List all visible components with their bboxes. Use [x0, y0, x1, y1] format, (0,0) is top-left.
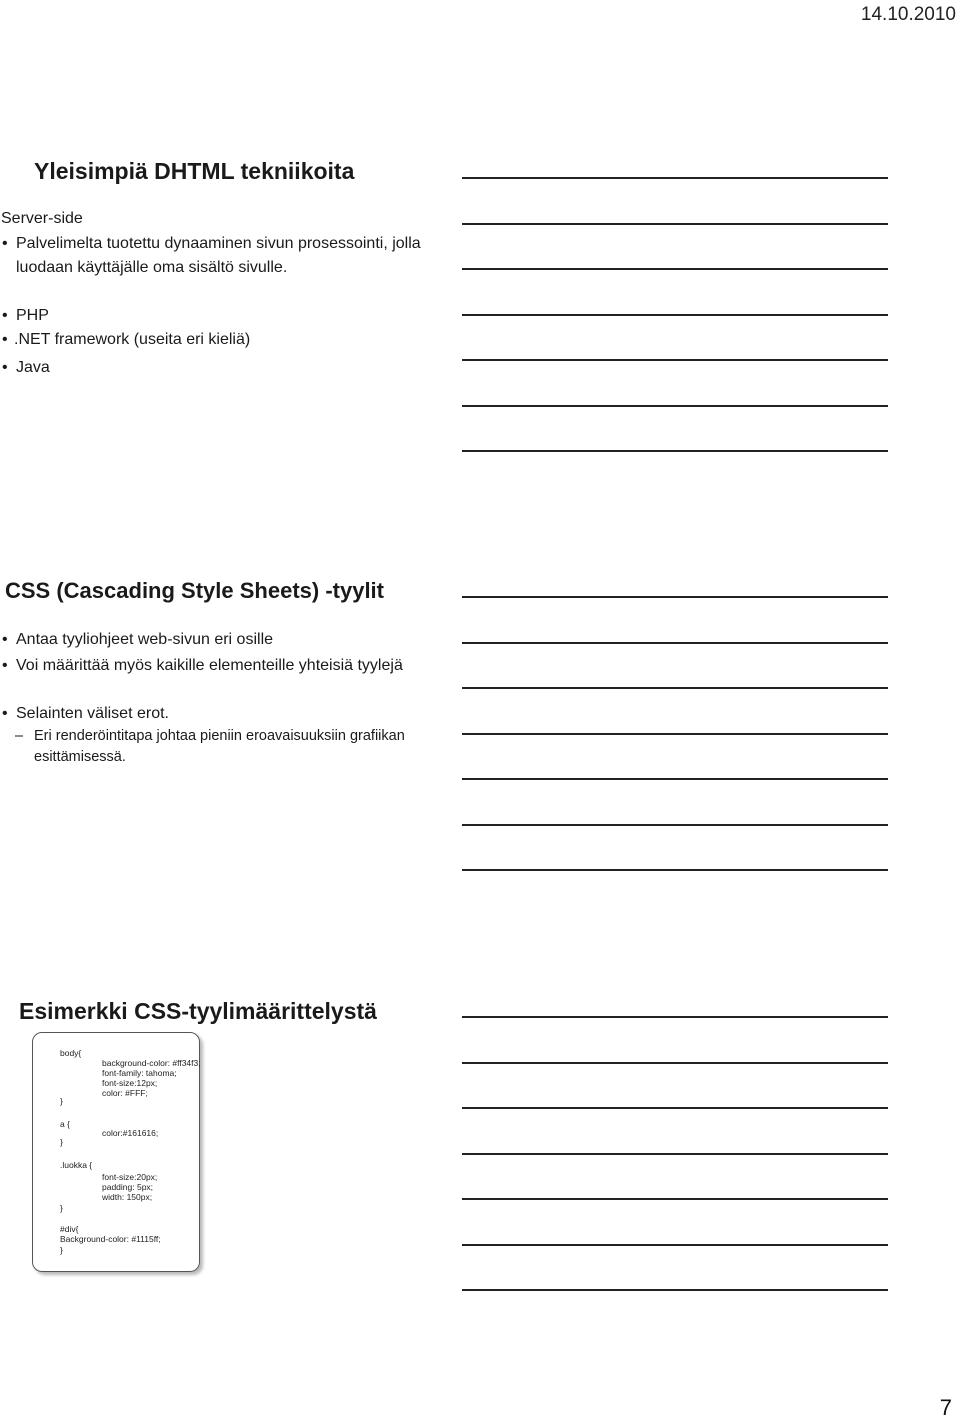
list-gap — [0, 280, 440, 304]
bullet-icon: • — [2, 235, 8, 252]
note-line — [462, 778, 888, 780]
bullet-icon: • — [2, 359, 8, 376]
note-lines — [462, 177, 888, 496]
list-item: • PHP — [0, 304, 440, 328]
list-gap — [0, 678, 440, 702]
list-item: • Java — [0, 356, 440, 380]
code-line: Background-color: #1115ff; — [60, 1234, 161, 1244]
list-item: • Antaa tyyliohjeet web-sivun eri osille — [0, 628, 440, 652]
bullet-icon: • — [2, 331, 8, 348]
list-item: • Voi määrittää myös kaikille elementeille yhteisiä tyylejä — [0, 654, 440, 678]
dash-icon: – — [15, 728, 24, 744]
note-line — [462, 359, 888, 361]
slide-body — [0, 628, 440, 768]
note-line — [462, 1198, 888, 1200]
slide-3 — [0, 990, 440, 1255]
code-line: padding: 5px; — [102, 1182, 154, 1192]
code-line: a { — [60, 1119, 70, 1129]
bullet-icon: • — [2, 657, 8, 674]
code-line: color:#161616; — [102, 1128, 159, 1138]
note-line — [462, 314, 888, 316]
list-item: • .NET framework (useita eri kieliä) — [0, 328, 440, 352]
code-line: #div{ — [60, 1224, 79, 1234]
slide-title: Yleisimpiä DHTML tekniikoita — [34, 158, 355, 184]
bullet-icon: • — [2, 705, 8, 722]
note-line — [462, 687, 888, 689]
header-date: 14.10.2010 — [860, 4, 956, 25]
slide-title: CSS (Cascading Style Sheets) -tyylit — [5, 578, 384, 603]
slide-1 — [0, 150, 440, 376]
bullet-icon: • — [2, 631, 8, 648]
note-line — [462, 223, 888, 225]
code-line: width: 150px; — [102, 1192, 153, 1202]
page-number: 7 — [939, 1395, 952, 1420]
note-line — [462, 1244, 888, 1246]
code-line: .luokka { — [60, 1160, 93, 1170]
note-line — [462, 268, 888, 270]
slide-2 — [0, 570, 440, 765]
css-code-box — [32, 1032, 200, 1272]
note-line — [462, 824, 888, 826]
bullet-icon: • — [2, 307, 8, 324]
code-line: background-color: #ff34f3; — [102, 1058, 201, 1068]
code-line: } — [60, 1203, 63, 1213]
note-line — [462, 642, 888, 644]
note-line — [462, 1289, 888, 1291]
note-line — [462, 1107, 888, 1109]
note-line — [462, 869, 888, 871]
note-line — [462, 1016, 888, 1018]
list-item: • Palvelimelta tuotettu dynaaminen sivun prosessointi, jolla luodaan käyttäjälle oma sisältö sivulle. — [0, 232, 440, 280]
slide-title: Esimerkki CSS-tyylimäärittelystä — [19, 998, 377, 1024]
code-line: color: #FFF; — [102, 1088, 148, 1098]
code-line: } — [60, 1137, 63, 1147]
note-line — [462, 405, 888, 407]
note-line — [462, 177, 888, 179]
note-line — [462, 596, 888, 598]
bullet-list — [0, 232, 440, 380]
code-line: } — [60, 1245, 63, 1255]
list-item: • Selainten väliset erot. — [0, 702, 440, 726]
code-line: font-size:20px; — [102, 1172, 158, 1182]
slide-body — [0, 210, 440, 380]
code-line: font-family: tahoma; — [102, 1068, 177, 1078]
sub-bullet: – Eri renderöintitapa johtaa pieniin eroavaisuuksiin grafiikan esittämisessä. — [15, 728, 405, 765]
code-line: } — [60, 1096, 63, 1106]
bullet-list — [0, 628, 440, 726]
slide-subtitle: Server-side — [1, 210, 83, 227]
note-lines — [462, 1016, 888, 1335]
note-line — [462, 733, 888, 735]
note-line — [462, 1062, 888, 1064]
note-line — [462, 450, 888, 452]
code-line: body{ — [60, 1048, 82, 1058]
note-lines — [462, 596, 888, 915]
code-line: font-size:12px; — [102, 1078, 158, 1088]
note-line — [462, 1153, 888, 1155]
